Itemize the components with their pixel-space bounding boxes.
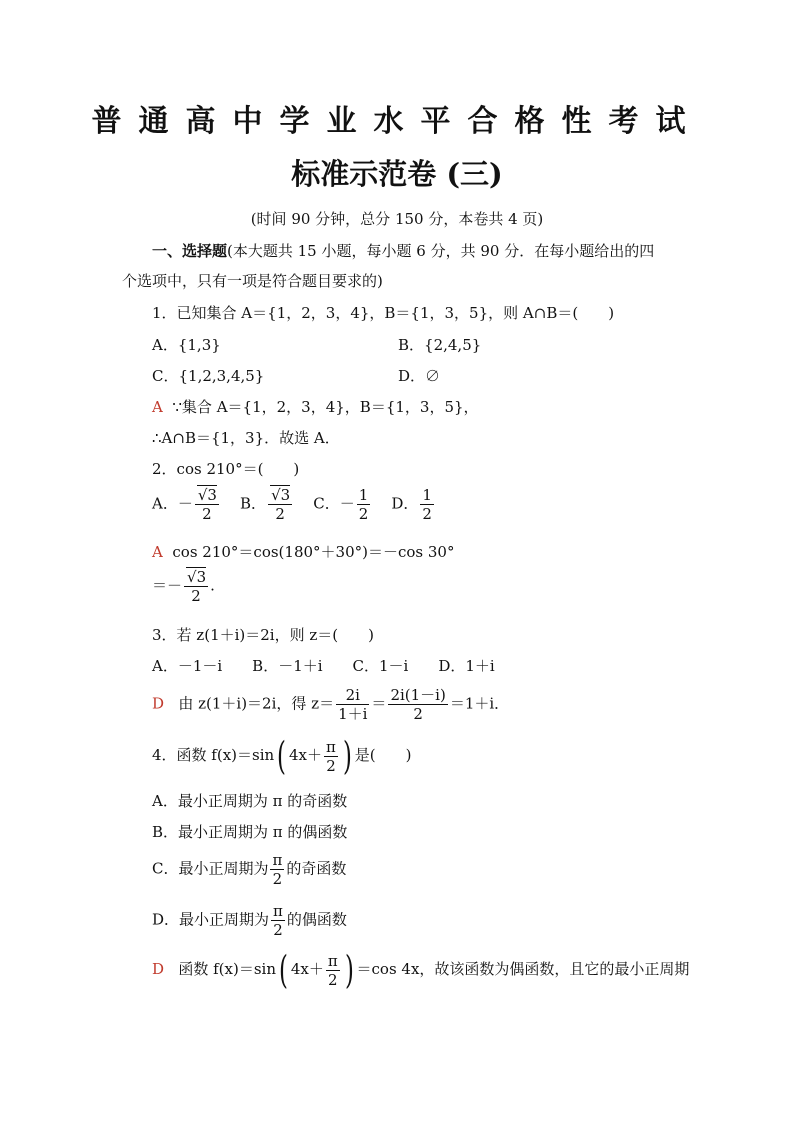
q2-a-num: √3	[197, 486, 217, 504]
q4-optc-two: 2	[270, 869, 284, 888]
right-paren-glyph: )	[342, 734, 352, 778]
q2-stem: 2．cos 210°＝( )	[152, 460, 300, 478]
q3-fraction-1	[336, 686, 369, 723]
exam-title: 普通高中学业水平合格性考试	[91, 104, 703, 139]
q1-solution-1	[152, 396, 479, 417]
q2-sol-fraction	[184, 568, 208, 605]
q4-option-b: B．最小正周期为 π 的偶函数	[152, 823, 348, 841]
q4-answer: D	[152, 960, 165, 978]
q4-option-a: A．最小正周期为 π 的奇函数	[152, 792, 348, 810]
q3-solution	[152, 686, 509, 723]
q4-stem-two: 2	[324, 756, 338, 775]
q2-options	[152, 486, 436, 523]
q4-sol-pi: π	[327, 951, 338, 970]
q1-option-d: D．∅	[398, 367, 441, 385]
q4-option-c	[152, 851, 346, 888]
q2-answer: A	[152, 543, 163, 561]
q3-stem: 3．若 z(1＋i)＝2i，则 z＝( )	[152, 626, 374, 644]
q4-option-d	[152, 902, 347, 939]
q4-optd-pi: π	[273, 902, 283, 920]
q4-sol-inner: 4x＋	[290, 960, 324, 978]
q2-option-d-label: D．	[391, 494, 419, 513]
left-paren-glyph: (	[278, 948, 288, 992]
q4-sol-pre: 函数 f(x)＝sin	[178, 960, 276, 978]
q4-stem-pre: 4．函数 f(x)＝sin	[152, 746, 275, 764]
q2-d-den: 2	[422, 505, 432, 523]
q4-sol-fraction	[326, 952, 340, 989]
q4-stem-end: 是( )	[354, 746, 412, 764]
q3-answer: D	[152, 694, 165, 713]
q4-optd-fraction	[271, 902, 285, 939]
q2-d-num: 1	[422, 486, 432, 504]
q2-option-b-fraction	[268, 486, 292, 523]
q3-den-2: 2	[388, 704, 447, 723]
exam-subtitle: 标准示范卷 (三)	[291, 157, 503, 191]
q2-b-den: 2	[268, 504, 292, 523]
q4-stem	[152, 734, 412, 778]
q3-sol-pre: 由 z(1＋i)＝2i，得 z＝	[178, 694, 335, 713]
q1-answer: A	[152, 398, 163, 416]
q1-option-b: B．{2,4,5}	[398, 336, 482, 354]
q4-optd-pre: D．最小正周期为	[152, 910, 270, 929]
q1-stem: 1．已知集合 A＝{1，2，3，4}，B＝{1，3，5}，则 A∩B＝( )	[152, 304, 615, 322]
q2-b-num: √3	[271, 486, 291, 504]
q2-sol-text-1: cos 210°＝cos(180°＋30°)＝－cos 30°	[172, 543, 455, 561]
q2-c-den: 2	[358, 505, 369, 523]
q2-c-num: 1	[358, 486, 369, 504]
q4-stem-fraction	[324, 738, 338, 775]
q3-fraction-2	[388, 686, 447, 723]
q4-optd-end: 的偶函数	[286, 910, 347, 929]
q2-option-a-label: A．－	[152, 494, 193, 513]
section-line-1	[152, 240, 654, 261]
q2-option-c-label: C．－	[313, 494, 355, 513]
section-desc-2: 个选项中，只有一项是符合题目要求的)	[122, 272, 383, 290]
q3-den-1: 1＋i	[338, 705, 368, 723]
left-paren-glyph: (	[277, 734, 287, 778]
q4-optc-fraction	[270, 851, 284, 888]
q4-inner: 4x＋	[289, 746, 323, 764]
q1-option-a: A．{1,3}	[152, 336, 221, 354]
q1-option-c: C．{1,2,3,4,5}	[152, 367, 265, 385]
q3-eq: ＝	[371, 694, 387, 713]
q2-option-c-fraction	[357, 486, 371, 523]
q4-optc-pre: C．最小正周期为	[152, 859, 269, 878]
q2-option-d-fraction	[420, 486, 434, 523]
q2-a-den: 2	[195, 504, 219, 523]
q2-solution-2	[152, 568, 215, 605]
q4-sol-end: ＝cos 4x，故该函数为偶函数，且它的最小正周期	[356, 960, 690, 978]
q2-sol-num: √3	[187, 568, 207, 586]
q2-option-a-fraction	[195, 486, 219, 523]
q3-num-2: 2i(1－i)	[390, 686, 446, 704]
q4-optc-end: 的奇函数	[286, 859, 347, 878]
q1-solution-2: ∴A∩B＝{1，3}．故选 A．	[152, 429, 340, 447]
q2-sol-den: 2	[184, 586, 208, 605]
q2-sol-end: .	[210, 576, 215, 595]
q4-optc-pi: π	[272, 851, 283, 869]
q2-sol-text-2: ＝－	[152, 576, 183, 595]
q4-solution	[152, 948, 690, 992]
q4-stem-pi: π	[326, 737, 336, 756]
exam-info: (时间 90 分钟，总分 150 分，本卷共 4 页)	[250, 210, 544, 228]
q2-option-b-label: B．	[240, 494, 267, 513]
q4-optd-two: 2	[271, 920, 285, 939]
section-desc-1: (本大题共 15 小题，每小题 6 分，共 90 分．在每小题给出的四	[227, 242, 655, 260]
q4-sol-two: 2	[326, 970, 340, 989]
q1-sol-text-1: ∵集合 A＝{1，2，3，4}，B＝{1，3，5}，	[172, 398, 479, 416]
q3-options: A．－1－i B．－1＋i C．1－i D．1＋i	[152, 657, 495, 675]
q3-num-1: 2i	[345, 686, 360, 704]
section-heading: 一、选择题	[152, 242, 228, 260]
q2-solution-1	[152, 541, 454, 562]
right-paren-glyph: )	[344, 948, 354, 992]
q3-sol-end: ＝1＋i．	[449, 694, 510, 713]
